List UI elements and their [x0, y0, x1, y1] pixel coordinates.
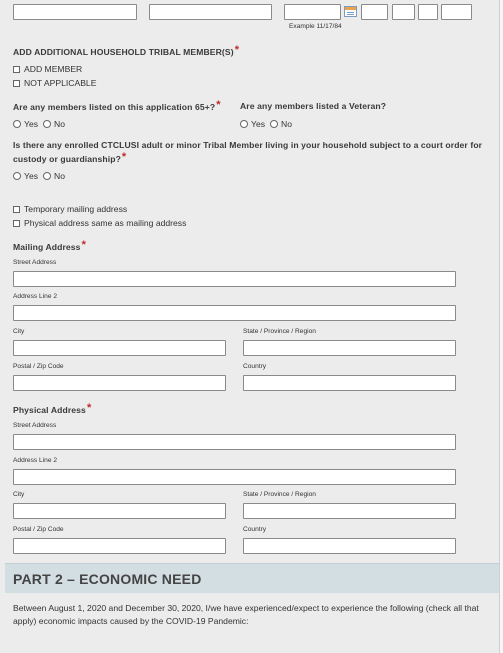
no-radio[interactable]: [43, 172, 51, 180]
physical-street-label: Street Address: [13, 422, 57, 429]
required-marker: *: [234, 44, 239, 56]
date-part-3[interactable]: [418, 4, 438, 20]
question-veteran-options: [240, 119, 292, 129]
question-custody-options: [13, 171, 65, 181]
question-custody-line2-text: custody or guardianship?: [13, 154, 121, 164]
yes-radio[interactable]: [13, 172, 21, 180]
question-custody-line1: Is there any enrolled CTCLUSI adult or minor Tribal Member living in your household subject to a court order for: [13, 140, 483, 150]
add-member-option[interactable]: [13, 64, 82, 74]
not-applicable-option[interactable]: [13, 78, 96, 88]
question-veteran-text: Are any members listed a Veteran?: [240, 101, 387, 111]
mailing-postal-label: Postal / Zip Code: [13, 363, 64, 370]
date-part-1[interactable]: [361, 4, 388, 20]
date-example-hint: Example 11/17/84: [289, 23, 342, 30]
question-65-plus-options: [13, 119, 65, 129]
physical-address-heading-text: Physical Address: [13, 405, 86, 415]
physical-state-input[interactable]: [243, 503, 456, 519]
same-address-label: Physical address same as mailing address: [24, 218, 187, 228]
part-2-title: PART 2 – ECONOMIC NEED: [13, 571, 202, 587]
mailing-city-input[interactable]: [13, 340, 226, 356]
physical-line2-input[interactable]: [13, 469, 456, 485]
mailing-street-label: Street Address: [13, 259, 57, 266]
mailing-postal-input[interactable]: [13, 375, 226, 391]
mailing-address-heading-text: Mailing Address: [13, 242, 81, 252]
top-field-2[interactable]: [149, 4, 272, 20]
physical-country-label: Country: [243, 526, 267, 533]
physical-line2-label: Address Line 2: [13, 457, 57, 464]
calendar-icon[interactable]: [344, 6, 357, 17]
top-field-1[interactable]: [13, 4, 137, 20]
physical-postal-input[interactable]: [13, 538, 226, 554]
yes-radio[interactable]: [240, 120, 248, 128]
no-radio[interactable]: [43, 120, 51, 128]
required-marker: *: [216, 99, 221, 111]
question-veteran: [240, 101, 386, 111]
temporary-mailing-option[interactable]: [13, 204, 127, 214]
no-label: No: [281, 119, 293, 129]
physical-city-input[interactable]: [13, 503, 226, 519]
add-member-label: ADD MEMBER: [24, 64, 83, 74]
temporary-mailing-checkbox[interactable]: [13, 206, 20, 213]
mailing-state-label: State / Province / Region: [243, 328, 316, 335]
mailing-city-label: City: [13, 328, 25, 335]
question-65-plus: [13, 101, 220, 113]
required-marker: *: [121, 151, 127, 163]
scrollbar-track[interactable]: [499, 0, 503, 653]
mailing-state-input[interactable]: [243, 340, 456, 356]
part-2-intro-line1: Between August 1, 2020 and December 30, 2020, I/we have experienced/expect to experience the following (check all that: [13, 603, 479, 613]
physical-street-input[interactable]: [13, 434, 456, 450]
physical-address-heading: [13, 404, 91, 416]
not-applicable-label: NOT APPLICABLE: [24, 78, 97, 88]
no-radio[interactable]: [270, 120, 278, 128]
no-label: No: [54, 119, 66, 129]
mailing-country-input[interactable]: [243, 375, 456, 391]
mailing-street-input[interactable]: [13, 271, 456, 287]
add-member-checkbox[interactable]: [13, 66, 20, 73]
question-custody-line2: [13, 153, 126, 165]
yes-label: Yes: [24, 119, 39, 129]
yes-label: Yes: [251, 119, 266, 129]
part-2-intro-line2: apply) economic impacts caused by the COVID-19 Pandemic:: [13, 616, 249, 626]
required-marker: *: [86, 402, 92, 414]
yes-label: Yes: [24, 171, 39, 181]
tribal-members-heading: [13, 46, 239, 58]
physical-country-input[interactable]: [243, 538, 456, 554]
mailing-country-label: Country: [243, 363, 267, 370]
yes-radio[interactable]: [13, 120, 21, 128]
same-address-option[interactable]: [13, 218, 186, 228]
same-address-checkbox[interactable]: [13, 220, 20, 227]
no-label: No: [54, 171, 66, 181]
not-applicable-checkbox[interactable]: [13, 80, 20, 87]
physical-postal-label: Postal / Zip Code: [13, 526, 64, 533]
tribal-members-heading-text: ADD ADDITIONAL HOUSEHOLD TRIBAL MEMBER(S): [13, 47, 234, 57]
temporary-mailing-label: Temporary mailing address: [24, 204, 128, 214]
question-65-plus-text: Are any members listed on this application 65+?: [13, 102, 216, 112]
physical-state-label: State / Province / Region: [243, 491, 316, 498]
date-field[interactable]: [284, 4, 341, 20]
mailing-line2-label: Address Line 2: [13, 293, 57, 300]
date-part-2[interactable]: [392, 4, 415, 20]
required-marker: *: [81, 239, 86, 251]
date-part-4[interactable]: [441, 4, 472, 20]
part-2-header: [5, 563, 503, 593]
mailing-line2-input[interactable]: [13, 305, 456, 321]
physical-city-label: City: [13, 491, 25, 498]
mailing-address-heading: [13, 241, 86, 253]
